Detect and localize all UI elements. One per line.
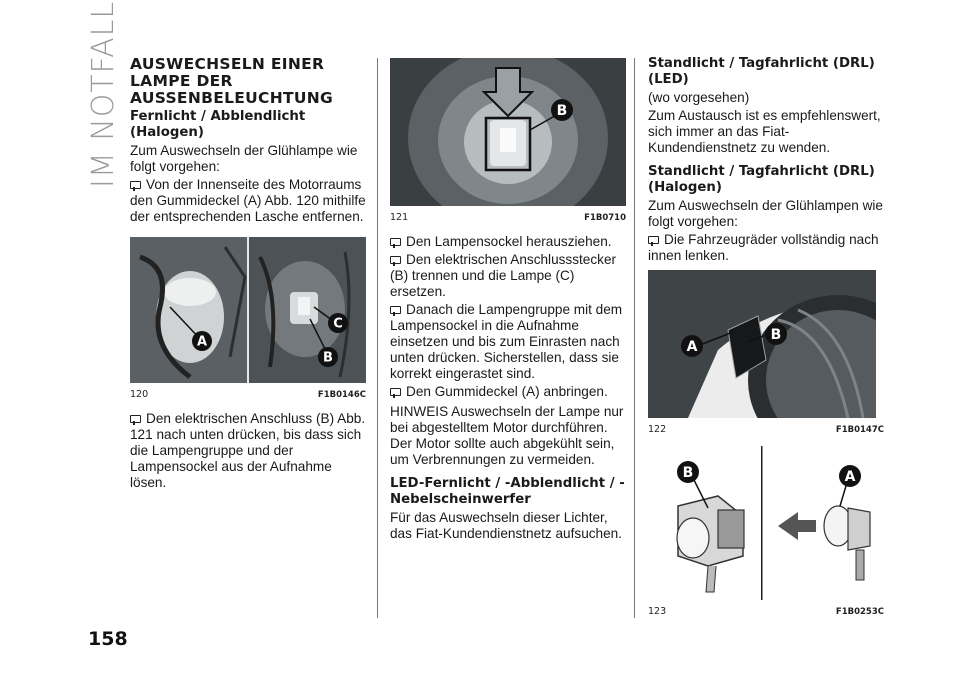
figure-caption [648, 422, 884, 438]
figure-121 [390, 58, 626, 206]
figure-number: 123 [648, 606, 667, 617]
column-1 [130, 56, 366, 491]
bullet-icon [390, 238, 401, 246]
figure-code: F1B0253C [835, 607, 884, 617]
step-bullet: Den Lampensockel herausziehen. [390, 234, 626, 250]
callout-label: B [770, 327, 782, 343]
callout-label: C [333, 316, 343, 332]
column-3 [648, 56, 884, 628]
subheading-drl-led: Standlicht / Tagfahrlicht (DRL) (LED) [648, 56, 875, 87]
bullet-icon [648, 236, 659, 244]
callout-label: B [556, 103, 568, 119]
optional-note: (wo vorgesehen) [648, 90, 750, 105]
figure-120 [130, 237, 366, 383]
figure-caption [390, 210, 626, 226]
subheading-fernlicht: Fernlicht / Abblendlicht (Halogen) [130, 109, 306, 140]
subheading-drl-halogen: Standlicht / Tagfahrlicht (DRL) (Halogen) [648, 164, 875, 195]
figure-code: F1B0146C [317, 390, 366, 400]
callout-label: B [323, 350, 333, 366]
callout-label: B [682, 465, 694, 481]
column-2 [390, 58, 626, 542]
drl-led-text: Zum Austausch ist es empfehlenswert, sich immer an das Fiat-Kundendienstnetz zu wenden. [648, 108, 881, 155]
figure-number: 122 [648, 424, 667, 435]
bullet-icon [390, 388, 401, 396]
bullet-icon [390, 256, 401, 264]
column-divider [634, 58, 635, 618]
bullet-icon [390, 306, 401, 314]
callout-label: A [196, 334, 208, 350]
step-bullet: Den elektrischen Anschlussstecker (B) trennen und die Lampe (C) ersetzen. [390, 252, 617, 299]
intro-text: Zum Auswechseln der Glühlampe wie folgt vorgehen: [130, 143, 358, 174]
callout-label: A [686, 339, 698, 355]
figure-number: 121 [390, 212, 409, 223]
step-bullet: Den Gummideckel (A) anbringen. [390, 384, 626, 400]
figure-number: 120 [130, 389, 149, 400]
step-bullet: Die Fahrzeugräder vollständig nach innen lenken. [648, 232, 879, 263]
note-text: HINWEIS Auswechseln der Lampe nur bei abgestelltem Motor durchführen. Der Motor sollte auch abgekühlt sein, um Verbrennungen zu vermeiden. [390, 404, 624, 467]
page-number: 158 [88, 628, 128, 650]
figure-code: F1B0710 [584, 213, 626, 223]
step-bullet: Den elektrischen Anschluss (B) Abb. 121 nach unten drücken, bis dass sich die Lampengruppe und der Lampensockel aus der Aufnahme lösen. [130, 411, 366, 490]
figure-code: F1B0147C [835, 425, 884, 435]
step-bullet: Von der Innenseite des Motorraums den Gummideckel (A) Abb. 120 mithilfe der entsprechenden Lasche entfernen. [130, 177, 366, 224]
main-heading: AUSWECHSELN EINER LAMPE DER AUSSENBELEUCHTUNG [130, 55, 334, 107]
intro-text: Zum Auswechseln der Glühlampen wie folgt vorgehen: [648, 198, 883, 229]
callout-label: A [844, 469, 856, 485]
figure-122 [648, 270, 876, 418]
step-bullet: Danach die Lampengruppe mit dem Lampensockel in die Aufnahme einsetzen und bis zum Einrasten nach unten drücken. Sicherstellen, dass sie korrekt eingerastet sind. [390, 302, 623, 381]
figure-caption [130, 387, 366, 403]
led-text: Für das Auswechseln dieser Lichter, das Fiat-Kundendienstnetz aufsuchen. [390, 510, 623, 541]
bullet-icon [130, 181, 141, 189]
figure-caption [648, 604, 884, 620]
bullet-icon [130, 415, 141, 423]
section-title: IM NOTFALL [86, 0, 121, 188]
column-divider [377, 58, 378, 618]
subheading-led: LED-Fernlicht / -Abblendlicht / -Nebelscheinwerfer [390, 476, 625, 507]
figure-123 [648, 446, 876, 600]
